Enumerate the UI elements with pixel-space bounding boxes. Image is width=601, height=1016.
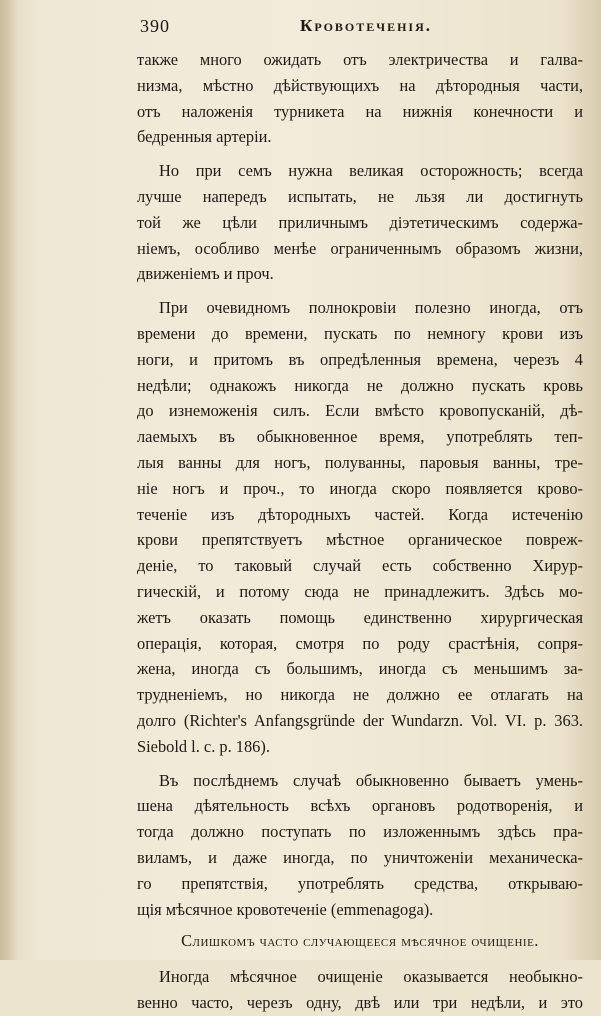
text-line: шена дѣятельность всѣхъ органовъ родотворенія, и <box>137 796 583 816</box>
text-line: Siebold l. c. p. 186). <box>137 736 270 756</box>
text-line: недѣли; однакожъ никогда не должно пускать кровь <box>137 375 583 395</box>
text-line: до изнеможенія силъ. Если вмѣсто кровопусканій, дѣ- <box>137 401 583 421</box>
text-line: При очевидномъ полнокровіи полезно иногда, отъ <box>159 298 583 318</box>
text-line: ніе ногъ и проч., то иногда скоро появляется крово- <box>137 478 583 498</box>
text-line: ніемъ, особливо менѣе ограниченнымъ образомъ жизни, <box>137 238 583 258</box>
text-line: жена, иногда съ большимъ, иногда съ меньшимъ за- <box>137 659 583 679</box>
paragraph-gap <box>137 287 583 295</box>
text-line: крови препятствуетъ мѣстное органическое повреж- <box>137 530 583 550</box>
text-line: времени до времени, пускать по немногу крови изъ <box>137 323 583 343</box>
running-head: Кровотеченія. <box>300 16 432 35</box>
text-line: жетъ оказать помощь единственно хирургическая <box>137 607 583 627</box>
text-line: бедренныя артеріи. <box>137 127 272 147</box>
text-line: го препятствія, употреблять средства, открываю- <box>137 873 583 893</box>
text-line: Но при семъ нужна великая осторожность; всегда <box>159 161 583 181</box>
text-line: виламъ, и даже иногда, по уничтоженіи механическа- <box>137 847 583 867</box>
text-line: также много ожидать отъ электричества и галва- <box>137 50 583 69</box>
text-line: гическій, и потому сюда не принадлежитъ. Здѣсь мо- <box>137 581 583 601</box>
paragraph-gap <box>137 760 583 768</box>
text-line: лаемыхъ въ обыкновенное время, употреблять теп- <box>137 427 583 447</box>
text-line: лыя ванны для ногъ, полуванны, паровыя ванны, тре- <box>137 452 583 472</box>
section-heading: Слишкомъ часто случающееся мѣсячное очищеніе. <box>181 931 539 951</box>
text-line: трудненіемъ, но никогда не должно ее отлагать на <box>137 685 583 705</box>
text-line: теченіе изъ дѣтородныхъ частей. Когда истеченію <box>137 504 583 524</box>
text-line: Иногда мѣсячное очищеніе оказывается необыкно- <box>159 967 583 987</box>
text-line: долго (Richter's Anfangsgründe der Wundarzn. Vol. VI. p. 363. <box>137 710 583 730</box>
text-line: деніе, то таковый случай есть собственно Хирур- <box>137 556 583 576</box>
text-line: операція, которая, смотря по роду срастѣнія, сопря- <box>137 633 583 653</box>
text-line: отъ наложенія турникета на нижнія конечности и <box>137 101 583 121</box>
text-line: тогда должно поступать по изложеннымъ здѣсь пра- <box>137 822 583 842</box>
text-line: Въ послѣднемъ случаѣ обыкновенно бываетъ умень- <box>159 770 583 790</box>
page-body-text <box>137 47 583 1016</box>
text-line: лучше напередъ испытать, не льзя ли достигнуть <box>137 186 583 206</box>
text-line: той же цѣли приличнымъ діэтетическимъ содержа- <box>137 212 583 232</box>
text-line: низма, мѣстно дѣйствующихъ на дѣтородныя части, <box>137 75 583 95</box>
text-line: венно часто, черезъ одну, двѣ или три недѣли, и это <box>137 992 583 1012</box>
text-line: движеніемъ и проч. <box>137 264 274 284</box>
text-line: ноги, и притомъ въ опредѣленныя времена, черезъ 4 <box>137 349 583 369</box>
page-header <box>140 14 561 40</box>
text-line: щія мѣсячное кровотеченіе (emmenagoga). <box>137 899 434 919</box>
paragraph-gap <box>137 150 583 158</box>
page-gutter-shadow <box>0 0 18 960</box>
page-number: 390 <box>140 16 170 36</box>
